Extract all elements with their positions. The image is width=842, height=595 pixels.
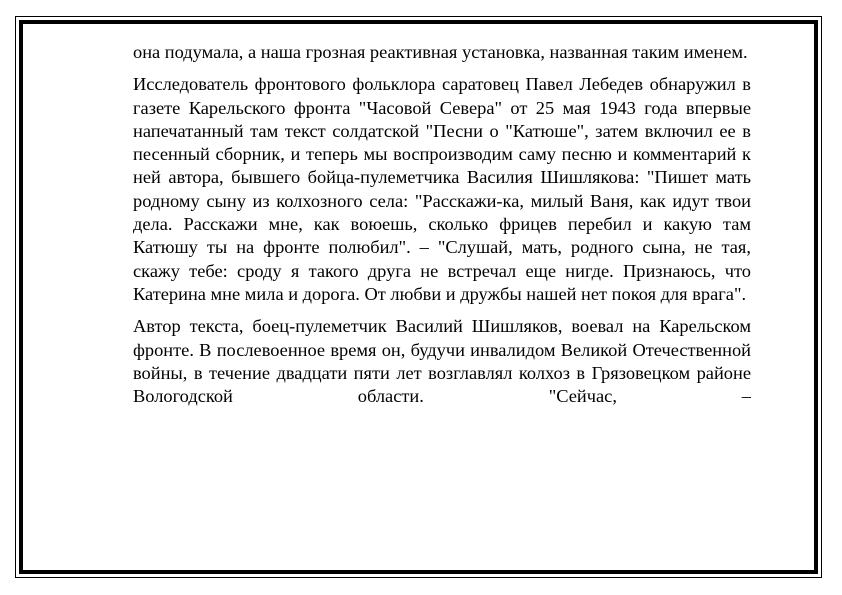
paragraph-2: Исследователь фронтового фольклора саратовец Павел Лебедев обнаружил в газете Карельского фронта "Часовой Севера" от 25 мая 1943 года впервые напечатанный там текст солдатской "Песни о "Катюше", затем включил ее в песенный сборник, и теперь мы воспроизводим саму песню и комментарий к ней автора, бывшего бойца-пулеметчика Василия Шишлякова: "Пишет мать родному сыну из колхозного села: "Расскажи-ка, милый Ваня, как идут твои дела. Расскажи мне, как воюешь, сколько фрицев перебил и какую там Катюшу ты на фронте полюбил". – "Слушай, мать, родного сына, не тая, скажу тебе: сроду я такого друга не встречал еще нигде. Признаюсь, что Катерина мне мила и дорога. От любви и дружбы нашей нет покоя для врага". [133, 74, 751, 304]
paragraph-1: она подумала, а наша грозная реактивная установка, названная таким именем. [133, 42, 748, 62]
document-body [133, 41, 751, 408]
paragraph-3: Автор текста, боец-пулеметчик Василий Шишляков, воевал на Карельском фронте. В послевоенное время он, будучи инвалидом Великой Отечественной войны, в течение двадцати пяти лет возглавлял колхоз в Грязовецком районе Вологодской области. "Сейчас, – [133, 316, 751, 407]
